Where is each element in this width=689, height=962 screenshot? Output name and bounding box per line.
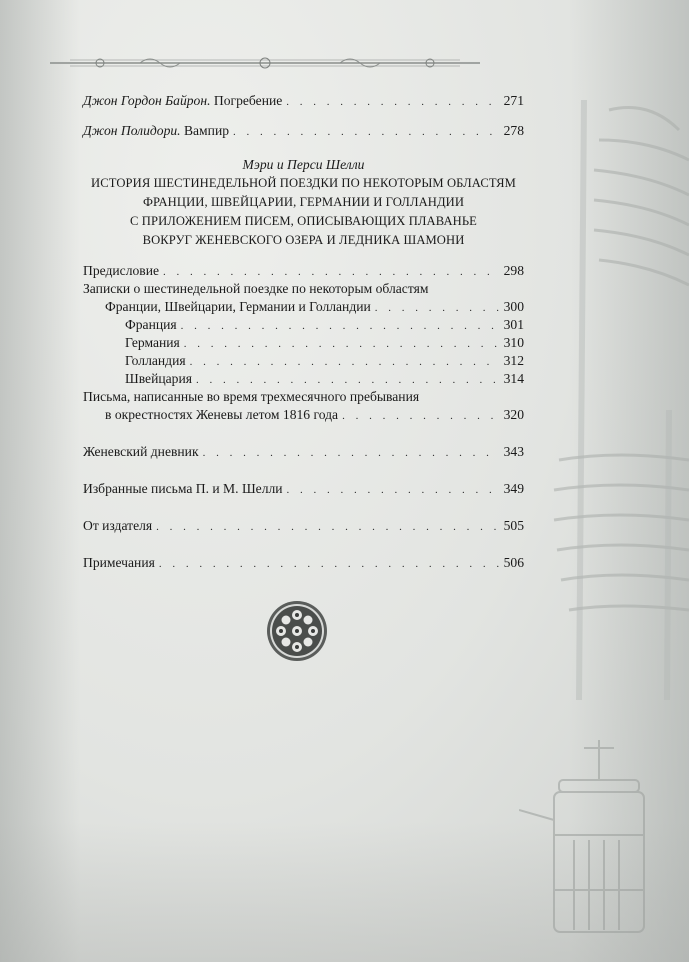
header-ornament bbox=[40, 52, 490, 74]
leader-dots bbox=[156, 518, 499, 536]
toc-label: Германия bbox=[125, 335, 180, 350]
toc-label: Избранные письма П. и М. Шелли bbox=[83, 481, 283, 496]
machine-illustration bbox=[519, 740, 669, 940]
toc-title: Вампир bbox=[180, 123, 230, 138]
toc-label: Швейцария bbox=[125, 371, 192, 386]
leader-dots bbox=[203, 444, 500, 462]
toc-page-number: 314 bbox=[503, 371, 524, 386]
toc-entry-france[interactable] bbox=[83, 316, 524, 334]
leader-dots bbox=[196, 371, 500, 389]
toc-entry-holland[interactable] bbox=[83, 352, 524, 370]
toc-entry-publisher[interactable] bbox=[83, 517, 524, 535]
section-author: Мэри и Перси Шелли bbox=[242, 157, 365, 172]
section-title-line: ФРАНЦИИ, ШВЕЙЦАРИИ, ГЕРМАНИИ И ГОЛЛАНДИИ bbox=[142, 195, 465, 209]
toc-entry-preface[interactable] bbox=[83, 262, 524, 280]
leader-dots bbox=[286, 93, 499, 111]
toc-entry-selected-letters[interactable] bbox=[83, 480, 524, 498]
leader-dots bbox=[375, 299, 500, 317]
section-title-line: ВОКРУГ ЖЕНЕВСКОГО ОЗЕРА И ЛЕДНИКА ШАМОНИ bbox=[142, 233, 465, 247]
toc-label: Франции, Швейцарии, Германии и Голландии bbox=[105, 299, 371, 314]
toc-entry-germany[interactable] bbox=[83, 334, 524, 352]
toc-label: Предисловие bbox=[83, 263, 160, 278]
section-title-line: ИСТОРИЯ ШЕСТИНЕДЕЛЬНОЙ ПОЕЗДКИ ПО НЕКОТОРЫМ ОБЛАСТЯМ bbox=[91, 176, 516, 190]
toc-page-number: 505 bbox=[503, 518, 524, 533]
toc-label: Франция bbox=[125, 317, 177, 332]
toc-page-number: 300 bbox=[503, 299, 524, 314]
toc-entry-letters[interactable] bbox=[83, 406, 524, 424]
toc-page-number: 320 bbox=[503, 407, 524, 422]
skeleton-illustration bbox=[539, 80, 689, 720]
toc-author: Джон Гордон Байрон. bbox=[83, 93, 211, 108]
toc-entry-polidori[interactable] bbox=[83, 122, 524, 140]
page-stain-left bbox=[0, 0, 80, 962]
toc-page-number: 271 bbox=[503, 93, 524, 108]
toc-entry-notes[interactable] bbox=[83, 298, 524, 316]
leader-dots bbox=[184, 335, 500, 353]
toc-label: Женевский дневник bbox=[83, 444, 199, 459]
toc-entry-geneva-diary[interactable] bbox=[83, 443, 524, 461]
leader-dots bbox=[190, 353, 500, 371]
toc-page-number: 310 bbox=[503, 335, 524, 350]
rosette-ornament-icon bbox=[266, 600, 328, 662]
leader-dots bbox=[342, 407, 500, 425]
toc-label: От издателя bbox=[83, 518, 153, 533]
toc-label: Примечания bbox=[83, 555, 155, 570]
toc-page-number: 312 bbox=[503, 353, 524, 368]
leader-dots bbox=[163, 263, 500, 281]
leader-dots bbox=[287, 481, 500, 499]
toc-page-number: 278 bbox=[503, 123, 524, 138]
section-title-line: С ПРИЛОЖЕНИЕМ ПИСЕМ, ОПИСЫВАЮЩИХ ПЛАВАНЬЕ bbox=[130, 214, 477, 228]
toc-page-number: 298 bbox=[503, 263, 524, 278]
toc-page-number: 301 bbox=[503, 317, 524, 332]
table-of-contents bbox=[83, 92, 524, 572]
toc-entry-notes-appendix[interactable] bbox=[83, 554, 524, 572]
toc-label-line: Письма, написанные во время трехмесячного пребывания bbox=[83, 389, 420, 404]
section-heading bbox=[83, 156, 524, 250]
toc-label: Голландия bbox=[125, 353, 186, 368]
toc-title: Погребение bbox=[210, 93, 283, 108]
toc-entry-switzerland[interactable] bbox=[83, 370, 524, 388]
leader-dots bbox=[233, 123, 500, 141]
leader-dots bbox=[181, 317, 500, 335]
toc-author: Джон Полидори. bbox=[83, 123, 181, 138]
leader-dots bbox=[159, 555, 500, 573]
toc-page-number: 343 bbox=[503, 444, 524, 459]
toc-label: в окрестностях Женевы летом 1816 года bbox=[105, 407, 339, 422]
toc-page-number: 506 bbox=[503, 555, 524, 570]
toc-label-line: Записки о шестинедельной поездке по некоторым областям bbox=[83, 281, 429, 296]
toc-page-number: 349 bbox=[503, 481, 524, 496]
toc-entry-byron[interactable] bbox=[83, 92, 524, 110]
